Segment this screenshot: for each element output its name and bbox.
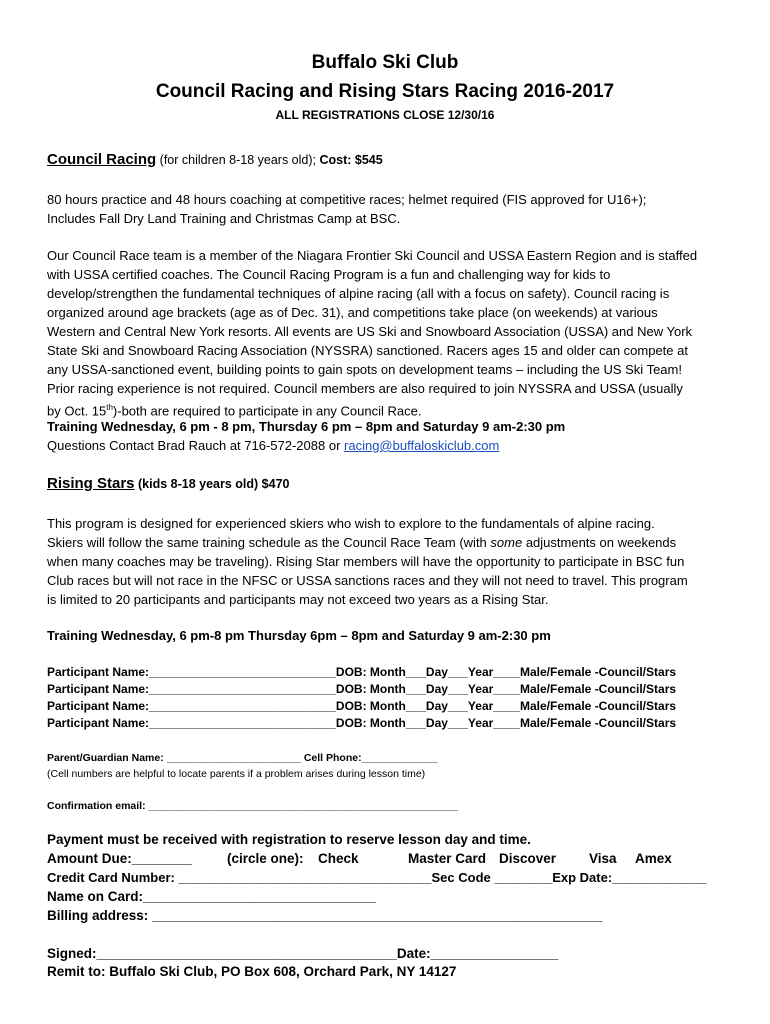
payment-option-visa[interactable]: Visa — [589, 851, 617, 866]
rising-body-line: Skiers will follow the same training schedule as the Council Race Team (with some adjustments on weekends — [47, 535, 677, 550]
participant-row[interactable]: Participant Name:____________________________DOB: Month___Day___Year____Male/Female -Council/Stars — [47, 716, 677, 730]
remit-address: Remit to: Buffalo Ski Club, PO Box 608, Orchard Park, NY 14127 — [47, 964, 457, 979]
council-questions: Questions Contact Brad Rauch at 716-572-2088 or racing@buffaloskiclub.com — [47, 438, 500, 453]
rising-stars-title: Rising Stars — [47, 475, 135, 492]
rising-body-line: is limited to 20 participants and participants may not exceed two years as a Rising Star. — [47, 592, 549, 607]
billing-address-field[interactable]: Billing address: ____________________________________________________________ — [47, 908, 603, 923]
amount-due-field[interactable]: Amount Due:________ — [47, 851, 192, 866]
council-intro-line: 80 hours practice and 48 hours coaching at competitive races; helmet required (FIS approved for U16+); — [47, 192, 647, 207]
participant-row[interactable]: Participant Name:____________________________DOB: Month___Day___Year____Male/Female -Council/Stars — [47, 682, 677, 696]
payment-option-mastercard[interactable]: Master Card — [408, 851, 487, 866]
registration-deadline: ALL REGISTRATIONS CLOSE 12/30/16 — [275, 108, 495, 122]
racing-email-link[interactable]: racing@buffaloskiclub.com — [344, 438, 500, 453]
council-intro-line: Includes Fall Dry Land Training and Christmas Camp at BSC. — [47, 211, 401, 226]
council-body-last-line: by Oct. 15th)-both are required to participate in any Council Race. — [47, 403, 422, 419]
council-body-line: Our Council Race team is a member of the Niagara Frontier Ski Council and USSA Eastern Region and is staffed — [47, 248, 698, 263]
name-on-card-field[interactable]: Name on Card:_______________________________ — [47, 889, 376, 904]
participant-row[interactable]: Participant Name:____________________________DOB: Month___Day___Year____Male/Female -Council/Stars — [47, 665, 677, 679]
confirmation-email-field[interactable]: Confirmation email: _____________________________________________________ — [47, 800, 459, 812]
payment-notice: Payment must be received with registration to reserve lesson day and time. — [47, 832, 531, 847]
council-racing-heading — [47, 151, 383, 168]
council-body-line: organized around age brackets (age as of Dec. 31), and competitions take place (on weekends) at various — [47, 305, 658, 320]
payment-option-check[interactable]: Check — [318, 851, 359, 866]
council-training-schedule: Training Wednesday, 6 pm - 8 pm, Thursday 6 pm – 8pm and Saturday 9 am-2:30 pm — [47, 419, 566, 434]
club-title: Buffalo Ski Club — [311, 52, 459, 73]
participant-row[interactable]: Participant Name:____________________________DOB: Month___Day___Year____Male/Female -Council/Stars — [47, 699, 677, 713]
council-age-range: (for children 8-18 years old); — [156, 153, 320, 167]
rising-body-line: This program is designed for experienced skiers who wish to explore to the fundamentals of alpine racing. — [47, 516, 655, 531]
circle-one-label: (circle one): — [227, 851, 304, 866]
council-body-line: Western and Central New York resorts. All events are US Ski and Snowboard Association (USSA) and New York — [47, 324, 693, 339]
council-body-line: State Ski and Snowboard Racing Association (NYSSRA) sanctioned. Racers ages 15 and older can compete at — [47, 343, 688, 358]
rising-training-schedule: Training Wednesday, 6 pm-8 pm Thursday 6pm – 8pm and Saturday 9 am-2:30 pm — [47, 628, 551, 643]
council-body-line: develop/strengthen the fundamental techniques of alpine racing (all with a focus on safety). Council racing is — [47, 286, 670, 301]
guardian-field[interactable]: Parent/Guardian Name: _______________________ Cell Phone:_____________ — [47, 752, 438, 764]
rising-body-line: when many coaches may be traveling). Rising Star members will have the opportunity to participate in BSC fun — [47, 554, 685, 569]
rising-stars-heading — [47, 475, 289, 492]
payment-option-discover[interactable]: Discover — [499, 851, 557, 866]
rising-stars-age-cost: (kids 8-18 years old) $470 — [134, 477, 290, 491]
payment-option-amex[interactable]: Amex — [635, 851, 672, 866]
cell-note: (Cell numbers are helpful to locate parents if a problem arises during lesson time) — [47, 768, 426, 780]
credit-card-number-field[interactable]: Credit Card Number: ___________________________________Sec Code ________Exp Date:_____________ — [47, 870, 707, 885]
council-cost: Cost: $545 — [319, 153, 383, 167]
signature-date-field[interactable]: Signed:________________________________________Date:_________________ — [47, 946, 559, 961]
council-body-line: any USSA-sanctioned event, building points to gain spots on development teams – including the US Ski Team! — [47, 362, 682, 377]
rising-body-line: Club races but will not race in the NFSC or USSA sanctions races and they will not need to travel. This program — [47, 573, 688, 588]
program-title: Council Racing and Rising Stars Racing 2016-2017 — [155, 81, 615, 102]
council-body-line: with USSA certified coaches. The Council Racing Program is a fun and challenging way for kids to — [47, 267, 611, 282]
council-racing-title: Council Racing — [47, 151, 157, 168]
council-body-line: Prior racing experience is not required. Council members are also required to join NYSSRA and USSA (usually — [47, 381, 683, 396]
